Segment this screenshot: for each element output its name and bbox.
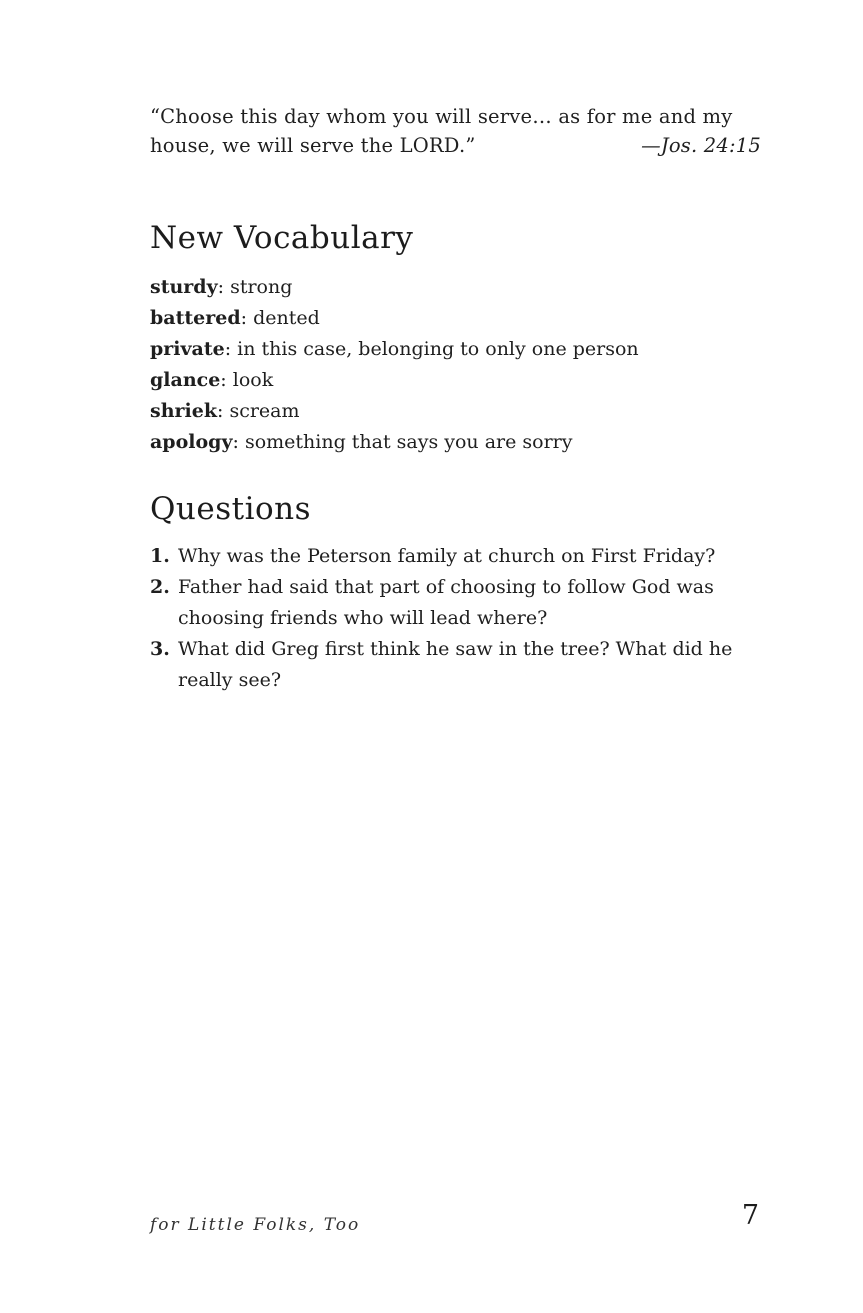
vocabulary-item [150,365,761,396]
quote-line-1: “Choose this day whom you will serve… as for me and my [150,105,733,128]
scripture-quote [150,102,761,160]
vocabulary-definition: : look [220,369,274,391]
questions-list [150,541,761,696]
questions-heading: Questions [150,491,312,527]
question-line: Why was the Peterson family at church on First Friday? [178,545,716,567]
vocabulary-term: apology [150,431,233,453]
vocabulary-definition: : strong [217,276,293,298]
question-number: 2. [150,576,170,598]
book-page [150,0,761,1313]
vocabulary-list [150,272,761,458]
vocabulary-item [150,396,761,427]
vocabulary-heading: New Vocabulary [150,220,414,256]
vocabulary-item [150,427,761,458]
quote-line-2: house, we will serve the LORD.” [150,134,476,157]
vocabulary-term: shriek [150,400,217,422]
vocabulary-term: battered [150,307,241,329]
question-text [178,572,761,634]
question-line: choosing friends who will lead where? [178,607,548,629]
vocabulary-item [150,303,761,334]
question-line: Father had said that part of choosing to follow God was [178,576,714,598]
vocabulary-definition: : scream [217,400,300,422]
vocabulary-item [150,272,761,303]
question-text [178,541,761,572]
vocabulary-term: private [150,338,225,360]
question-number: 1. [150,545,170,567]
vocabulary-definition: : something that says you are sorry [232,431,573,453]
question-line: What did Greg first think he saw in the tree? What did he [178,638,733,660]
question-item [150,541,761,572]
quote-line-2-row [150,131,761,160]
quote-reference: —Jos. 24:15 [641,134,761,157]
question-item [150,634,761,696]
question-text [178,634,761,696]
vocabulary-definition: : dented [240,307,320,329]
vocabulary-definition: : in this case, belonging to only one person [224,338,639,360]
question-line: really see? [178,669,282,691]
vocabulary-term: glance [150,369,221,391]
page-number: 7 [741,1200,759,1231]
vocabulary-item [150,334,761,365]
vocabulary-term: sturdy [150,276,218,298]
question-number: 3. [150,638,170,660]
running-footer-title: for Little Folks, Too [150,1215,361,1235]
question-item [150,572,761,634]
